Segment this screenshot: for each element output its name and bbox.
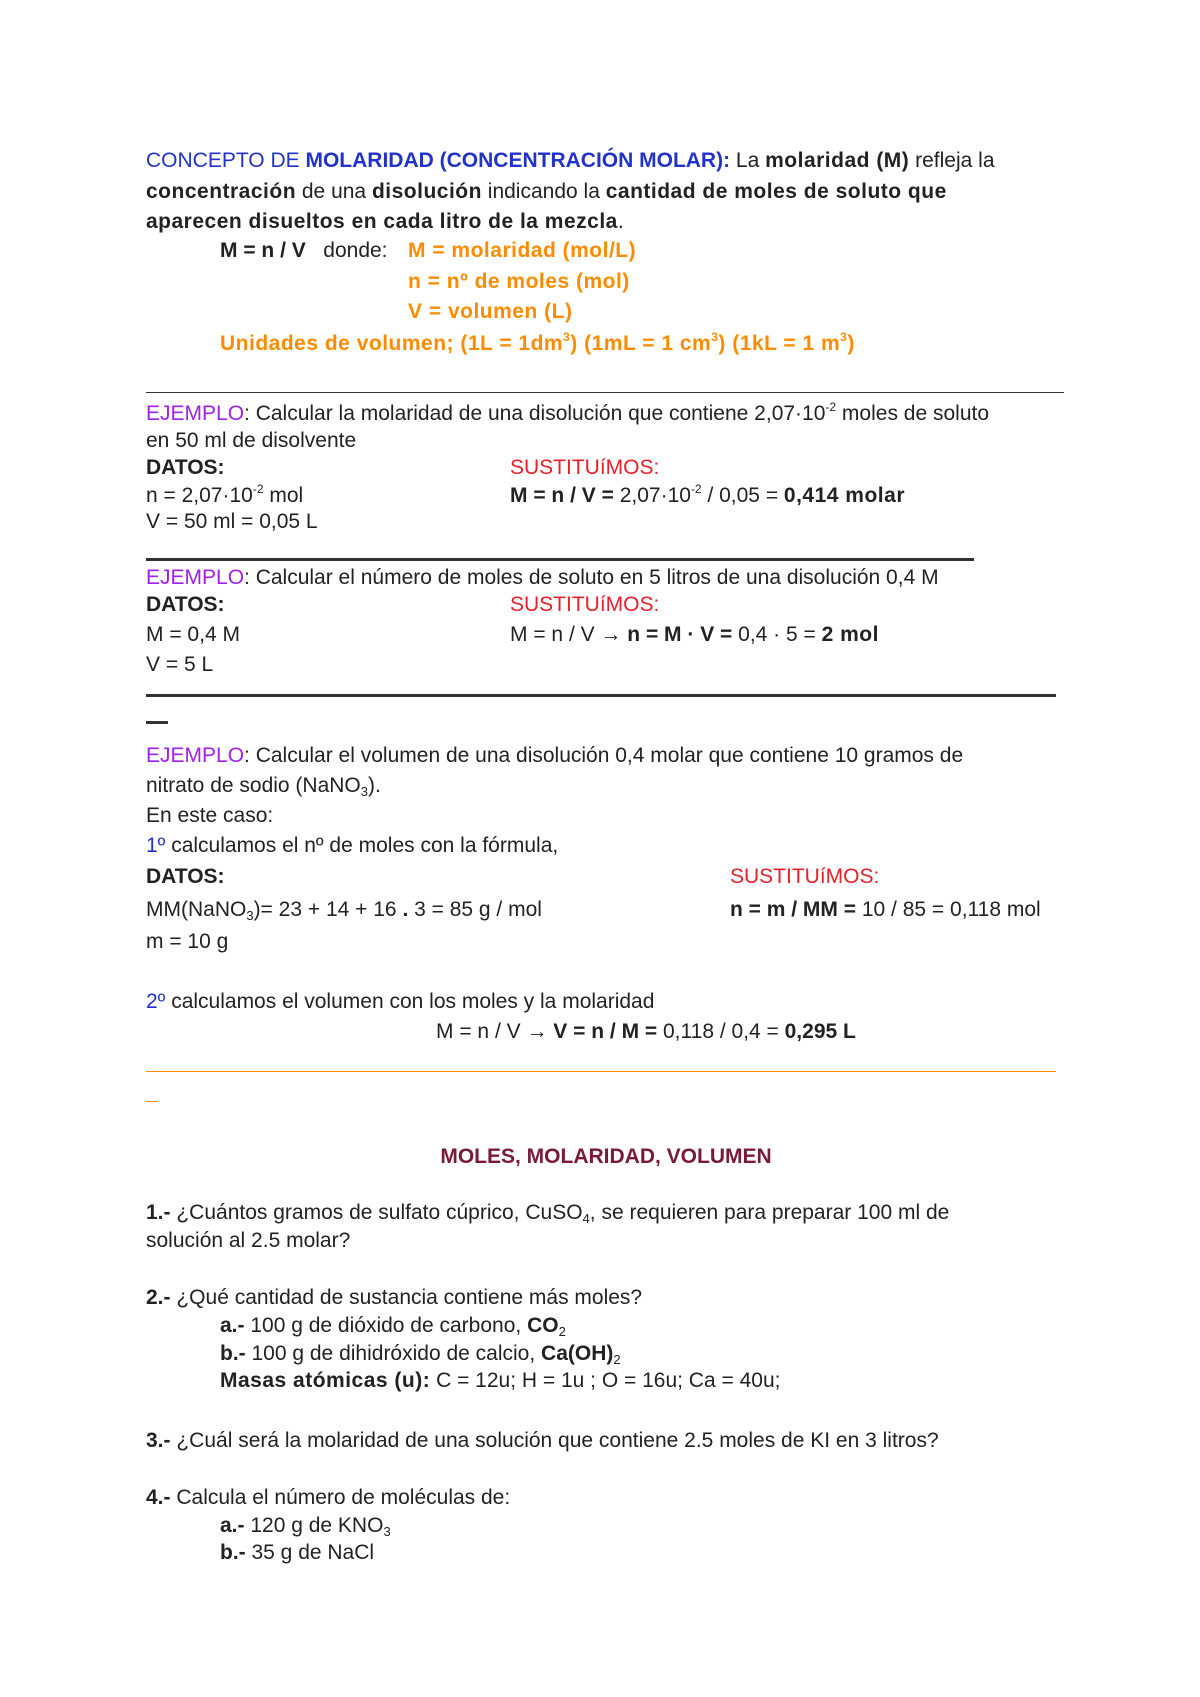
text: / 0,05 =: [701, 484, 784, 507]
example-3-question-line-1: [146, 742, 963, 769]
option-label: b.-: [220, 1342, 246, 1365]
option-label: b.-: [220, 1541, 246, 1564]
example-3-solution-2: [436, 1018, 856, 1045]
text: calculamos el nº de moles con la fórmula,: [165, 834, 559, 857]
text: ) (1kL = 1 m: [718, 332, 841, 355]
example-1-question-line-1: [146, 400, 989, 427]
text: .: [617, 210, 624, 233]
option-label: a.-: [220, 1514, 245, 1537]
example-3-datum-2: m = 10 g: [146, 930, 229, 953]
text: indicando la: [481, 180, 606, 203]
text: 0,4 · 5 =: [738, 623, 822, 646]
concept-line-2: [146, 178, 947, 205]
question-2-option-a: [220, 1312, 566, 1339]
superscript: -2: [252, 482, 264, 496]
text-bold: DATOS:: [146, 865, 225, 888]
superscript: 3: [563, 330, 571, 344]
text: 35 g de NaCl: [245, 1541, 375, 1564]
question-2-option-b: [220, 1340, 621, 1367]
divider-orange-tail: [146, 1101, 158, 1102]
example-2-sustituimos-label: SUSTITUíMOS:: [510, 593, 660, 616]
text: ¿Cuál será la molaridad de una solución que contiene 2.5 moles de KI en 3 litros?: [170, 1429, 939, 1452]
concept-line-1: [146, 147, 995, 174]
concept-formula-line: [220, 237, 388, 264]
text: 10 / 85 = 0,118 mol: [861, 898, 1041, 921]
text: ¿Qué cantidad de sustancia contiene más moles?: [170, 1286, 643, 1309]
example-3-sustituimos-label: SUSTITUíMOS:: [730, 865, 880, 888]
text: , se requieren para preparar 100 ml de: [589, 1201, 950, 1224]
step-number: 2º: [146, 990, 166, 1013]
text: 3 = 85 g / mol: [408, 898, 542, 921]
example-2-datos-label: [146, 591, 225, 618]
example-2-solution: [510, 621, 879, 648]
example-2-datum-2: V = 5 L: [146, 653, 214, 676]
text: calculamos el volumen con los moles y la molaridad: [165, 990, 655, 1013]
subscript: 3: [383, 1524, 391, 1539]
example-1-solution: [510, 482, 905, 509]
subscript: 3: [246, 908, 254, 923]
text-bold: 2 mol: [821, 623, 879, 646]
subscript: 2: [613, 1352, 621, 1367]
step-number: 1º: [146, 834, 166, 857]
text-bold: DATOS:: [146, 456, 225, 479]
text-bold: 0,295 L: [784, 1020, 856, 1043]
text: : Calcular la molaridad de una disolución que contiene 2,07·10: [244, 402, 826, 425]
example-3-caso: En este caso:: [146, 804, 274, 827]
text: Calcula el número de moléculas de:: [170, 1486, 511, 1509]
text: de una: [296, 180, 372, 203]
text: 100 g de dióxido de carbono,: [244, 1314, 528, 1337]
example-3-question-line-2: [146, 772, 381, 799]
superscript: -2: [825, 400, 837, 414]
text-bold: n = M · V =: [627, 623, 739, 646]
section-title: MOLES, MOLARIDAD, VOLUMEN: [440, 1145, 772, 1168]
definition-1: [408, 237, 636, 264]
text: Unidades de volumen; (1L = 1dm: [220, 332, 564, 355]
text: ) (1mL = 1 cm: [570, 332, 712, 355]
example-1-datum-2: V = 50 ml = 0,05 L: [146, 510, 318, 533]
text-bold: 0,414 molar: [783, 484, 905, 507]
question-number: 2.-: [146, 1286, 171, 1309]
text: M = n / V →: [510, 623, 628, 646]
question-number: 3.-: [146, 1429, 171, 1452]
text-bold: n = nº de moles (mol): [408, 270, 630, 293]
question-3: [146, 1427, 939, 1454]
text: MM(NaNO: [146, 898, 247, 921]
example-1-question-line-2: en 50 ml de disolvente: [146, 429, 357, 452]
concept-heading-plain: CONCEPTO DE: [146, 149, 306, 172]
example-label: EJEMPLO: [146, 744, 245, 767]
text: 2,07·10: [619, 484, 691, 507]
subscript: 4: [582, 1211, 590, 1226]
subscript: 3: [360, 784, 369, 799]
example-1-datum-1: [146, 482, 303, 509]
question-1-line-1: [146, 1199, 949, 1226]
definition-3: [408, 298, 572, 325]
chemical-formula: CO: [527, 1314, 559, 1337]
question-4: [146, 1484, 510, 1511]
question-2: [146, 1284, 642, 1311]
superscript: 3: [840, 330, 848, 344]
example-2-datum-1: M = 0,4 M: [146, 623, 240, 646]
question-number: 4.-: [146, 1486, 171, 1509]
superscript: 3: [711, 330, 719, 344]
text-bold: DATOS:: [146, 593, 225, 616]
text-bold: concentración: [146, 180, 297, 203]
text-bold: M = molaridad (mol/L): [408, 239, 637, 262]
option-label: a.-: [220, 1314, 245, 1337]
text: : Calcular el volumen de una disolución 0,4 molar que contiene 10 gramos de: [244, 744, 964, 767]
text: La: [730, 149, 766, 172]
text: moles de soluto: [836, 402, 990, 425]
text: mol: [263, 484, 304, 507]
text: M = n / V →: [436, 1020, 554, 1043]
text: 0,118 / 0,4 =: [663, 1020, 785, 1043]
text-bold: V = n / M =: [553, 1020, 663, 1043]
text: ): [847, 332, 855, 355]
example-label: EJEMPLO: [146, 566, 245, 589]
question-4-option-b: [220, 1539, 374, 1566]
text-bold: .: [402, 898, 409, 921]
text-bold: n = m / MM =: [730, 898, 862, 921]
superscript: -2: [690, 482, 702, 496]
definition-2: [408, 268, 630, 295]
question-2-atomic-masses: [220, 1367, 780, 1394]
donde-label: donde:: [323, 239, 388, 262]
concept-line-3: [146, 208, 624, 235]
text-bold: Masas atómicas (u):: [220, 1369, 431, 1392]
volume-units-line: [220, 330, 855, 357]
example-3-datum-1: [146, 896, 542, 923]
concept-heading-bold: MOLARIDAD (CONCENTRACIÓN MOLAR):: [305, 149, 731, 172]
example-1-datos-label: [146, 454, 225, 481]
text-bold: disolución: [371, 180, 482, 203]
divider-orange: [146, 1071, 1056, 1072]
text: refleja la: [909, 149, 995, 172]
text: nitrato de sodio (NaNO: [146, 774, 361, 797]
subscript: 2: [558, 1324, 566, 1339]
divider: [146, 392, 1064, 393]
text: : Calcular el número de moles de soluto en 5 litros de una disolución 0,4 M: [244, 566, 939, 589]
example-1-sustituimos-label: SUSTITUíMOS:: [510, 456, 660, 479]
text: 100 g de dihidróxido de calcio,: [245, 1342, 542, 1365]
text: 120 g de KNO: [244, 1514, 384, 1537]
example-2-question: [146, 564, 939, 591]
text-bold: M = n / V =: [510, 484, 620, 507]
text-bold: molaridad (M): [765, 149, 910, 172]
text: n = 2,07·10: [146, 484, 253, 507]
example-3-solution-1: [730, 896, 1041, 923]
example-label: EJEMPLO: [146, 402, 245, 425]
question-1-line-2: solución al 2.5 molar?: [146, 1229, 351, 1252]
text: )= 23 + 14 + 16: [253, 898, 403, 921]
text-bold: cantidad de moles de soluto que: [605, 180, 947, 203]
divider: [146, 558, 974, 561]
text: ¿Cuántos gramos de sulfato cúprico, CuSO: [170, 1201, 583, 1224]
text-bold: aparecen disueltos en cada litro de la mezcla: [146, 210, 618, 233]
divider-tail: [146, 721, 168, 724]
example-3-datos-label: [146, 863, 225, 890]
example-3-step-1: [146, 832, 558, 859]
molarity-formula: M = n / V: [220, 239, 306, 262]
text: ).: [368, 774, 381, 797]
divider: [146, 694, 1056, 697]
example-3-step-2: [146, 988, 654, 1015]
question-number: 1.-: [146, 1201, 171, 1224]
chemical-formula: Ca(OH): [541, 1342, 614, 1365]
text-bold: V = volumen (L): [408, 300, 573, 323]
text: C = 12u; H = 1u ; O = 16u; Ca = 40u;: [430, 1369, 781, 1392]
question-4-option-a: [220, 1512, 391, 1539]
